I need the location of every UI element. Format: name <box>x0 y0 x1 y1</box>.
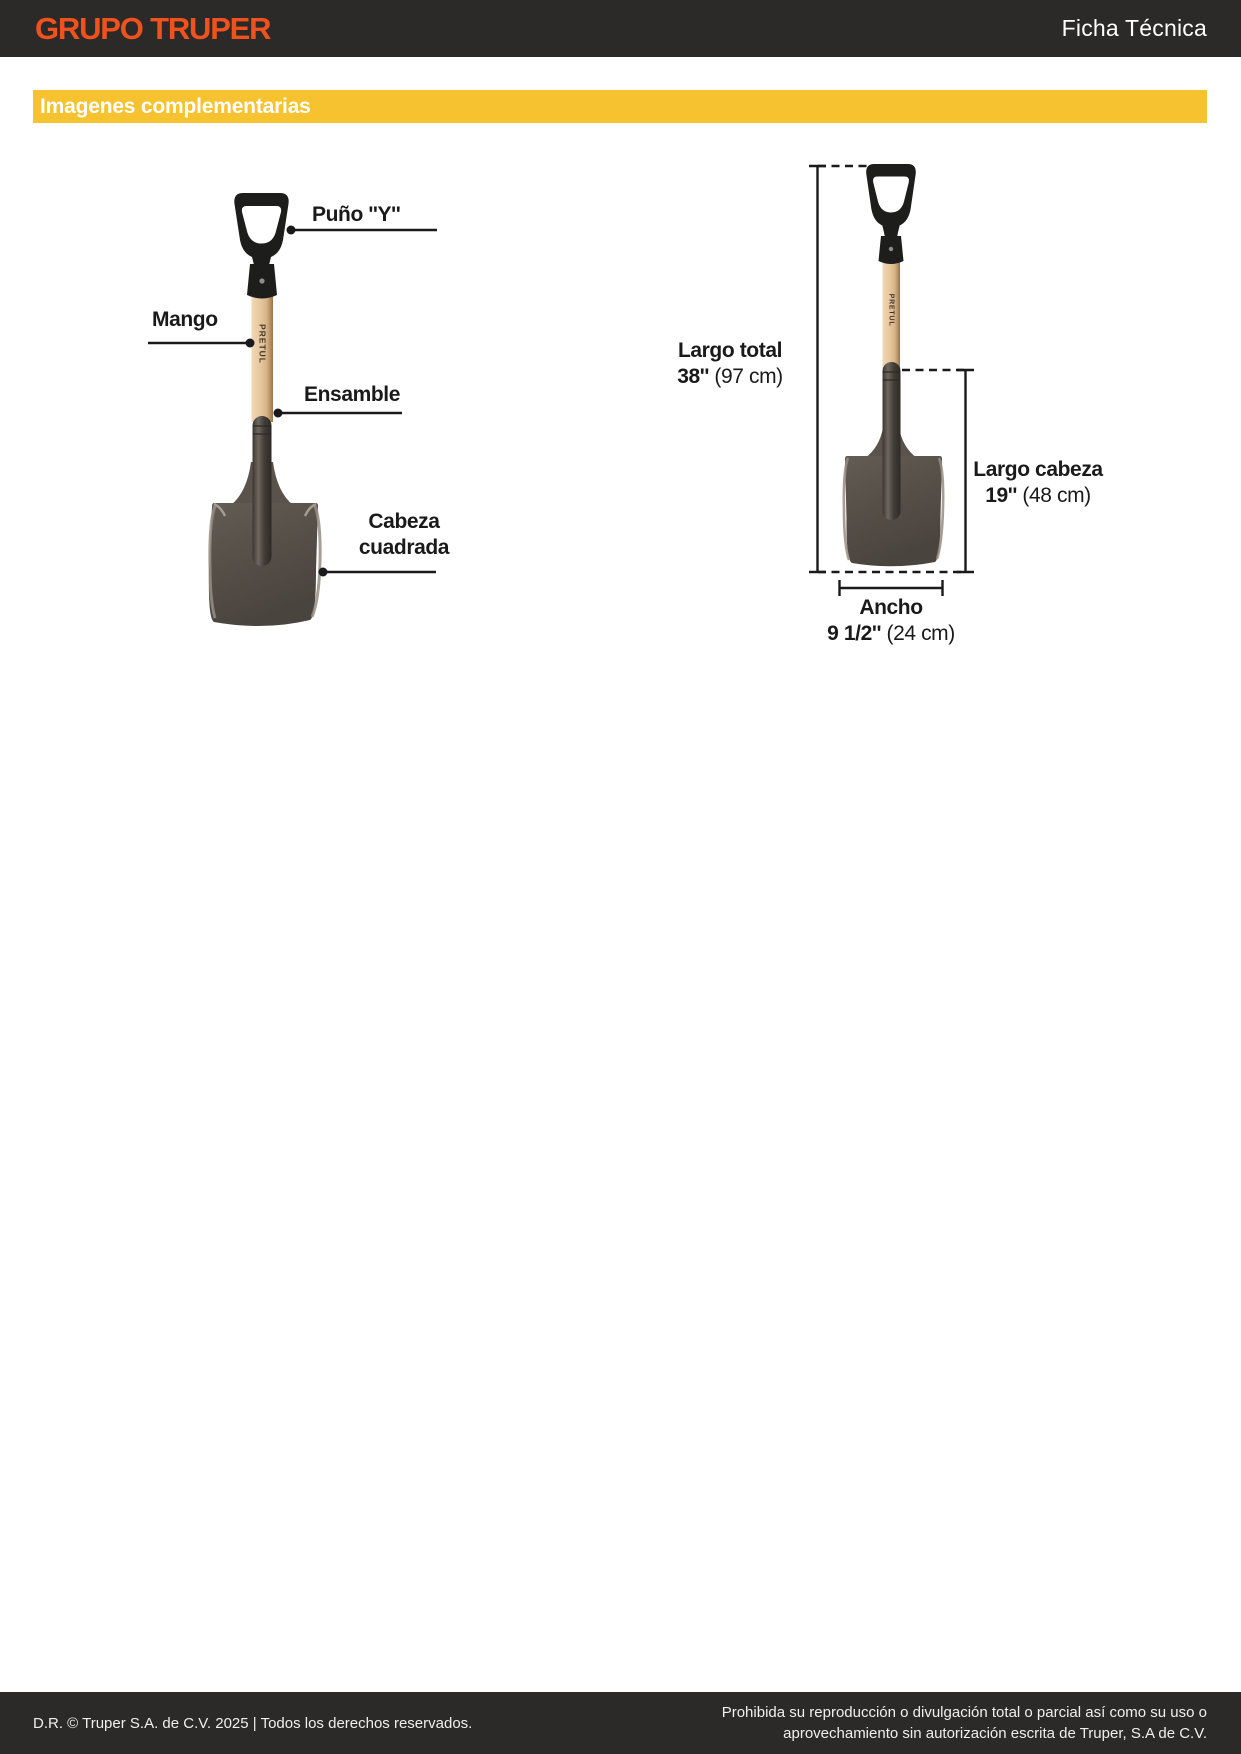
footer-bar <box>0 1692 1241 1754</box>
collar-screw <box>259 278 264 283</box>
handle-brand-text: PRETUL <box>887 293 895 327</box>
document-type-title: Ficha Técnica <box>1061 15 1207 41</box>
label-largo-cabeza <box>958 457 1118 509</box>
largo-cabeza-title: Largo cabeza <box>973 458 1103 481</box>
label-largo-total <box>650 338 810 390</box>
copyright-text: D.R. © Truper S.A. de C.V. 2025 | Todos los derechos reservados. <box>33 1714 473 1732</box>
label-cabeza-line1: Cabeza <box>368 510 440 533</box>
label-cabeza-cuadrada <box>354 509 454 561</box>
handle-brand-text: PRETUL <box>257 324 268 364</box>
ancho-inches: 9 1/2'' <box>827 622 882 645</box>
d-grip <box>866 164 916 238</box>
largo-total-value <box>650 364 810 390</box>
legal-line2: aprovechamiento sin autorización escrita de Truper, S.A de C.V. <box>783 1725 1207 1742</box>
socket-rib <box>253 416 272 566</box>
shovel-parts-illustration <box>148 193 437 626</box>
diagram-area <box>0 0 1241 720</box>
shovel-dimensions-illustration <box>809 164 974 596</box>
largo-total-cm: (97 cm) <box>714 365 783 388</box>
label-ancho <box>811 595 971 647</box>
label-cabeza-line2: cuadrada <box>358 536 450 559</box>
label-puno: Puño ''Y'' <box>312 203 401 226</box>
section-title: Imagenes complementarias <box>40 94 311 118</box>
legal-line1: Prohibida su reproducción o divulgación total o parcial así como su uso o <box>721 1704 1207 1721</box>
ancho-title: Ancho <box>859 596 923 619</box>
collar-screw <box>889 247 893 251</box>
shovel-illustrations <box>0 0 1241 720</box>
largo-cabeza-cm: (48 cm) <box>1022 484 1091 507</box>
largo-cabeza-value <box>958 483 1118 509</box>
largo-cabeza-inches: 19'' <box>985 484 1017 507</box>
largo-total-inches: 38'' <box>677 365 709 388</box>
socket-rib <box>883 362 901 520</box>
d-grip <box>234 193 288 270</box>
ancho-cm: (24 cm) <box>886 622 955 645</box>
label-ensamble: Ensamble <box>304 383 401 406</box>
largo-total-title: Largo total <box>677 339 783 362</box>
label-mango: Mango <box>152 308 218 331</box>
brand-logo: GRUPO TRUPER <box>35 10 271 46</box>
ancho-value <box>811 621 971 647</box>
legal-text <box>722 1702 1207 1744</box>
